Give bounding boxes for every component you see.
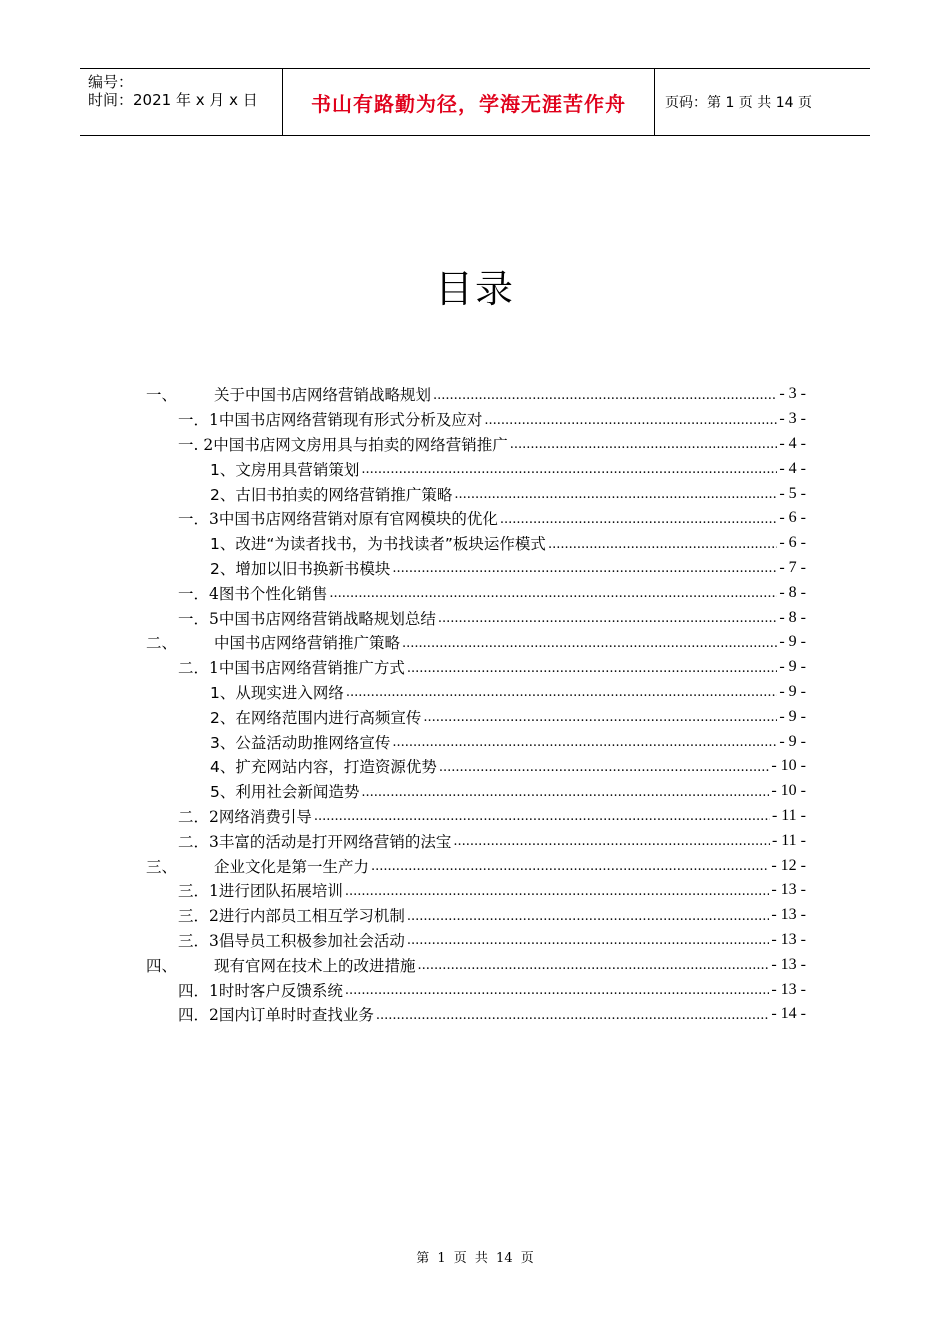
toc-entry-number: 二、 xyxy=(146,634,178,653)
toc-entry[interactable] xyxy=(146,928,806,953)
toc-leader-dots xyxy=(392,561,777,580)
toc-entry-page: - 4 - xyxy=(779,459,806,477)
toc-entry[interactable] xyxy=(146,729,806,754)
toc-leader-dots xyxy=(392,735,777,754)
toc-entry-number: 二．3 xyxy=(178,832,219,851)
toc-entry-number: 四．2 xyxy=(178,1006,219,1025)
toc-entry-label: 进行团队拓展培训 xyxy=(218,882,343,901)
toc-entry-label: 倡导员工积极参加社会活动 xyxy=(218,931,405,950)
toc-entry-number: 4、 xyxy=(210,758,236,777)
toc-entry-page: - 9 - xyxy=(779,707,806,725)
toc-entry-number: 2、 xyxy=(210,559,236,578)
toc-entry-label: 国内订单时时查找业务 xyxy=(218,1006,374,1025)
toc-leader-dots xyxy=(453,834,770,853)
toc-entry-page: - 12 - xyxy=(771,856,806,874)
toc-entry-label: 中国书店网络营销推广方式 xyxy=(218,659,405,678)
toc-entry[interactable] xyxy=(146,432,806,457)
toc-leader-dots xyxy=(361,462,777,481)
header-meta xyxy=(80,69,282,135)
toc-entry-number: 一．1 xyxy=(178,411,219,430)
toc-entry-number: 三．2 xyxy=(178,907,219,926)
toc-entry[interactable] xyxy=(146,878,806,903)
toc-entry-label: 企业文化是第一生产力 xyxy=(214,857,370,876)
document-time: 时间：2021 年 x 月 x 日 xyxy=(88,91,258,109)
toc-leader-dots xyxy=(345,983,769,1002)
toc-entry-number: 2、 xyxy=(210,485,236,504)
toc-entry-page: - 13 - xyxy=(771,955,806,973)
toc-leader-dots xyxy=(371,859,769,878)
toc-entry-page: - 3 - xyxy=(779,385,806,403)
toc-entry-page: - 8 - xyxy=(779,583,806,601)
toc-leader-dots xyxy=(438,611,777,630)
toc-entry-number: 一．4 xyxy=(178,584,219,603)
toc-entry-label: 丰富的活动是打开网络营销的法宝 xyxy=(218,832,452,851)
toc-entry-label: 时时客户反馈系统 xyxy=(218,981,343,1000)
toc-title: 目录 xyxy=(434,267,515,311)
toc-entry-page: - 5 - xyxy=(779,484,806,502)
page-header xyxy=(80,68,870,136)
toc-entry-page: - 6 - xyxy=(779,534,806,552)
toc-entry[interactable] xyxy=(146,506,806,531)
toc-leader-dots xyxy=(407,933,769,952)
toc-entry-label: 在网络范围内进行高频宣传 xyxy=(235,708,422,727)
header-page-info: 页码：第 1 页 共 14 页 xyxy=(665,95,812,111)
toc-leader-dots xyxy=(484,413,777,432)
toc-entry[interactable] xyxy=(146,828,806,853)
toc-entry-label: 中国书店网络营销现有形式分析及应对 xyxy=(218,411,483,430)
toc-entry-label: 现有官网在技术上的改进措施 xyxy=(214,956,416,975)
toc-leader-dots xyxy=(433,388,777,407)
toc-entry-label: 中国书店网文房用具与拍卖的网络营销推广 xyxy=(213,435,508,454)
toc-entry[interactable] xyxy=(146,853,806,878)
toc-entry-page: - 10 - xyxy=(771,757,806,775)
toc-entry[interactable] xyxy=(146,407,806,432)
toc-entry-label: 扩充网站内容，打造资源优势 xyxy=(235,758,437,777)
toc-entry-page: - 9 - xyxy=(779,732,806,750)
toc-entry-label: 增加以旧书换新书模块 xyxy=(235,559,391,578)
toc-entry-page: - 11 - xyxy=(771,806,806,824)
toc-entry-label: 公益活动助推网络宣传 xyxy=(235,733,391,752)
toc-entry-number: 三．1 xyxy=(178,882,219,901)
toc-entry-page: - 8 - xyxy=(779,608,806,626)
table-of-contents xyxy=(146,382,806,1027)
toc-entry[interactable] xyxy=(146,630,806,655)
toc-entry-number: 一、 xyxy=(146,386,178,405)
toc-leader-dots xyxy=(423,710,777,729)
toc-entry-label: 中国书店网络营销推广策略 xyxy=(214,634,401,653)
toc-leader-dots xyxy=(548,537,777,556)
toc-leader-dots xyxy=(454,487,777,506)
toc-entry-page: - 6 - xyxy=(779,509,806,527)
toc-leader-dots xyxy=(500,512,777,531)
toc-entry-page: - 13 - xyxy=(771,906,806,924)
toc-entry-number: 3、 xyxy=(210,733,236,752)
toc-entry-label: 图书个性化销售 xyxy=(218,584,328,603)
toc-entry-number: 2、 xyxy=(210,708,236,727)
toc-entry-number: 四、 xyxy=(146,956,178,975)
toc-leader-dots xyxy=(346,685,777,704)
toc-leader-dots xyxy=(510,437,778,456)
toc-entry[interactable] xyxy=(146,481,806,506)
toc-entry-page: - 13 - xyxy=(771,881,806,899)
toc-entry-number: 一. 2 xyxy=(178,435,214,454)
toc-entry-number: 1、 xyxy=(210,683,236,702)
toc-entry[interactable] xyxy=(146,456,806,481)
toc-entry[interactable] xyxy=(146,531,806,556)
toc-entry-number: 二．2 xyxy=(178,807,219,826)
toc-entry[interactable] xyxy=(146,556,806,581)
toc-entry-label: 网络消费引导 xyxy=(218,807,312,826)
toc-entry-number: 四．1 xyxy=(178,981,219,1000)
document-number: 编号： xyxy=(88,73,134,91)
toc-entry-page: - 13 - xyxy=(771,980,806,998)
toc-entry-page: - 11 - xyxy=(771,831,806,849)
toc-entry-page: - 9 - xyxy=(779,658,806,676)
toc-leader-dots xyxy=(329,586,777,605)
toc-entry-number: 三．3 xyxy=(178,931,219,950)
toc-leader-dots xyxy=(407,661,777,680)
toc-entry-page: - 7 - xyxy=(779,558,806,576)
page-footer: 第 1 页 共 14 页 xyxy=(416,1251,534,1266)
toc-entry-number: 一．5 xyxy=(178,609,219,628)
toc-entry-label: 改进“为读者找书，为书找读者”板块运作模式 xyxy=(235,535,546,554)
toc-entry-page: - 13 - xyxy=(771,930,806,948)
toc-entry-number: 一．3 xyxy=(178,510,219,529)
toc-entry[interactable] xyxy=(146,804,806,829)
toc-entry-page: - 9 - xyxy=(779,682,806,700)
toc-leader-dots xyxy=(361,785,769,804)
toc-entry[interactable] xyxy=(146,680,806,705)
toc-entry-label: 利用社会新闻造势 xyxy=(235,783,360,802)
toc-entry-page: - 3 - xyxy=(779,410,806,428)
toc-entry[interactable] xyxy=(146,779,806,804)
toc-entry-page: - 10 - xyxy=(771,782,806,800)
header-motto: 书山有路勤为径，学海无涯苦作舟 xyxy=(282,69,655,135)
toc-entry-page: - 4 - xyxy=(779,434,806,452)
toc-entry[interactable] xyxy=(146,1002,806,1027)
toc-leader-dots xyxy=(418,958,770,977)
toc-entry[interactable] xyxy=(146,754,806,779)
toc-leader-dots xyxy=(407,909,769,928)
toc-entry-label: 文房用具营销策划 xyxy=(235,460,360,479)
toc-entry[interactable] xyxy=(146,655,806,680)
toc-entry-number: 三、 xyxy=(146,857,178,876)
toc-entry-number: 1、 xyxy=(210,460,236,479)
toc-entry-page: - 14 - xyxy=(771,1005,806,1023)
toc-entry-label: 关于中国书店网络营销战略规划 xyxy=(214,386,432,405)
toc-leader-dots xyxy=(314,809,770,828)
toc-entry[interactable] xyxy=(146,382,806,407)
toc-entry-label: 中国书店网络营销对原有官网模块的优化 xyxy=(218,510,498,529)
toc-entry-number: 1、 xyxy=(210,535,236,554)
toc-entry-number: 二．1 xyxy=(178,659,219,678)
toc-entry-label: 中国书店网络营销战略规划总结 xyxy=(218,609,436,628)
toc-entry[interactable] xyxy=(146,977,806,1002)
toc-entry[interactable] xyxy=(146,580,806,605)
toc-leader-dots xyxy=(402,636,777,655)
toc-entry-label: 进行内部员工相互学习机制 xyxy=(218,907,405,926)
toc-leader-dots xyxy=(439,760,769,779)
toc-entry-label: 古旧书拍卖的网络营销推广策略 xyxy=(235,485,453,504)
toc-leader-dots xyxy=(345,884,769,903)
toc-entry[interactable] xyxy=(146,903,806,928)
toc-entry[interactable] xyxy=(146,605,806,630)
toc-entry-number: 5、 xyxy=(210,783,236,802)
toc-entry-label: 从现实进入网络 xyxy=(235,683,344,702)
toc-entry[interactable] xyxy=(146,952,806,977)
toc-leader-dots xyxy=(376,1008,769,1027)
toc-entry-page: - 9 - xyxy=(779,633,806,651)
toc-entry[interactable] xyxy=(146,704,806,729)
